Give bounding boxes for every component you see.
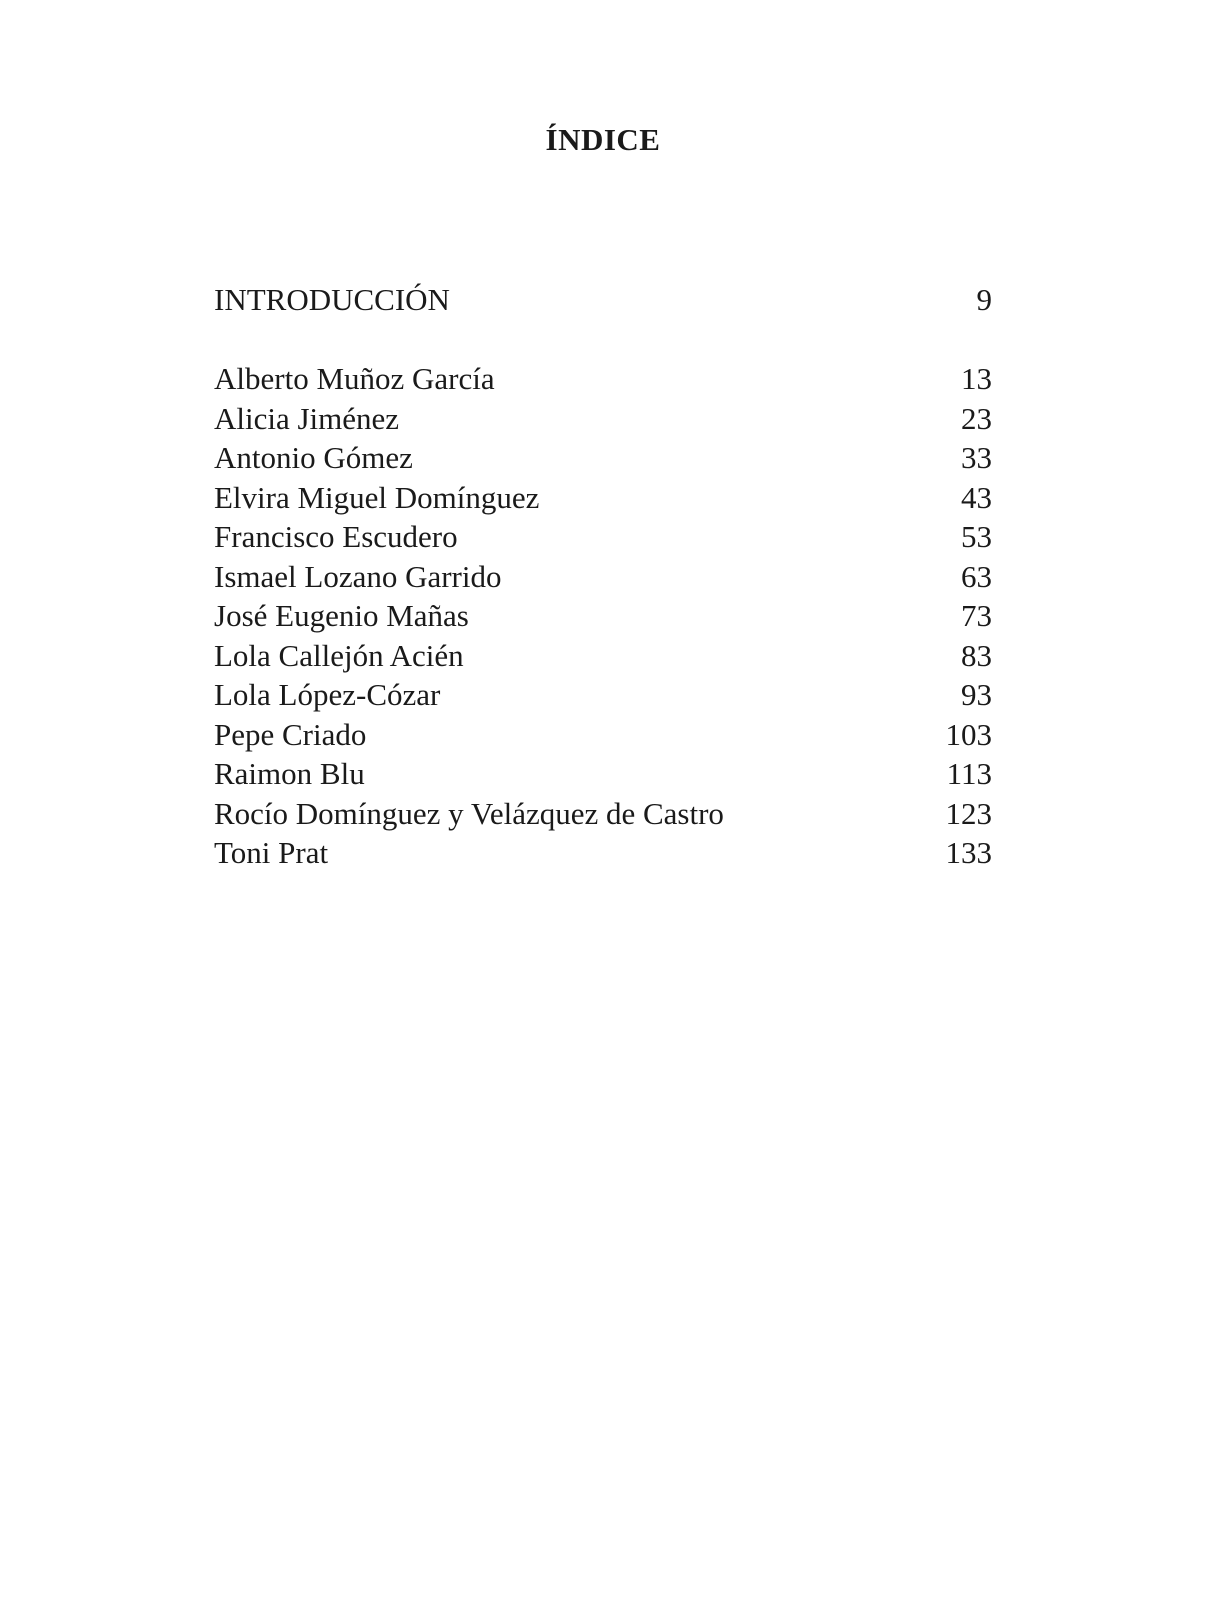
toc-introduction (214, 280, 992, 320)
toc-row (214, 596, 992, 636)
toc-row (214, 438, 992, 478)
toc-entry-label: Francisco Escudero (214, 519, 458, 554)
toc-entry-label: Pepe Criado (214, 716, 367, 752)
toc-entry-page: 103 (945, 716, 992, 752)
toc-row (214, 833, 992, 873)
page-title: ÍNDICE (545, 122, 661, 157)
toc-row (214, 754, 992, 794)
toc-entry-page: 53 (961, 519, 992, 554)
toc-row-introduction (214, 280, 992, 320)
toc-entry-page: 9 (976, 282, 992, 317)
toc-entry-label: Alicia Jiménez (214, 400, 400, 436)
toc-row (214, 517, 992, 557)
toc-entry-page: 63 (961, 558, 992, 594)
toc-entry-page: 43 (961, 479, 992, 515)
toc-row (214, 675, 992, 715)
toc-entry-label: Toni Prat (214, 835, 329, 870)
toc-entry-label: Ismael Lozano Garrido (214, 558, 502, 594)
toc-entry-page: 113 (946, 756, 992, 791)
toc-entry-label: Antonio Gómez (214, 440, 413, 475)
toc-entry-label: INTRODUCCIÓN (214, 282, 450, 317)
toc-entry-page: 83 (961, 637, 992, 673)
toc-entry-label: José Eugenio Mañas (214, 598, 469, 633)
toc-entry-label: Lola Callejón Acién (214, 637, 464, 673)
toc-entry-page: 23 (961, 400, 992, 436)
toc-row (214, 399, 992, 439)
toc-entry-page: 93 (961, 677, 992, 712)
toc-entry-page: 133 (945, 835, 992, 870)
toc-row (214, 794, 992, 834)
toc-entry-page: 73 (961, 598, 992, 633)
toc-entry-page: 123 (945, 795, 992, 831)
toc-row (214, 478, 992, 518)
toc-entry-page: 33 (961, 440, 992, 475)
toc-row (214, 557, 992, 597)
toc-row (214, 359, 992, 399)
toc-row (214, 636, 992, 676)
toc-list (214, 359, 992, 873)
toc-entry-label: Alberto Muñoz García (214, 361, 495, 396)
toc-entry-page: 13 (961, 361, 992, 396)
toc-entry-label: Lola López-Cózar (214, 677, 441, 712)
toc-entry-label: Rocío Domínguez y Velázquez de Castro (214, 795, 724, 831)
toc-row (214, 715, 992, 755)
toc-entry-label: Elvira Miguel Domínguez (214, 479, 540, 515)
toc-entry-label: Raimon Blu (214, 756, 365, 791)
